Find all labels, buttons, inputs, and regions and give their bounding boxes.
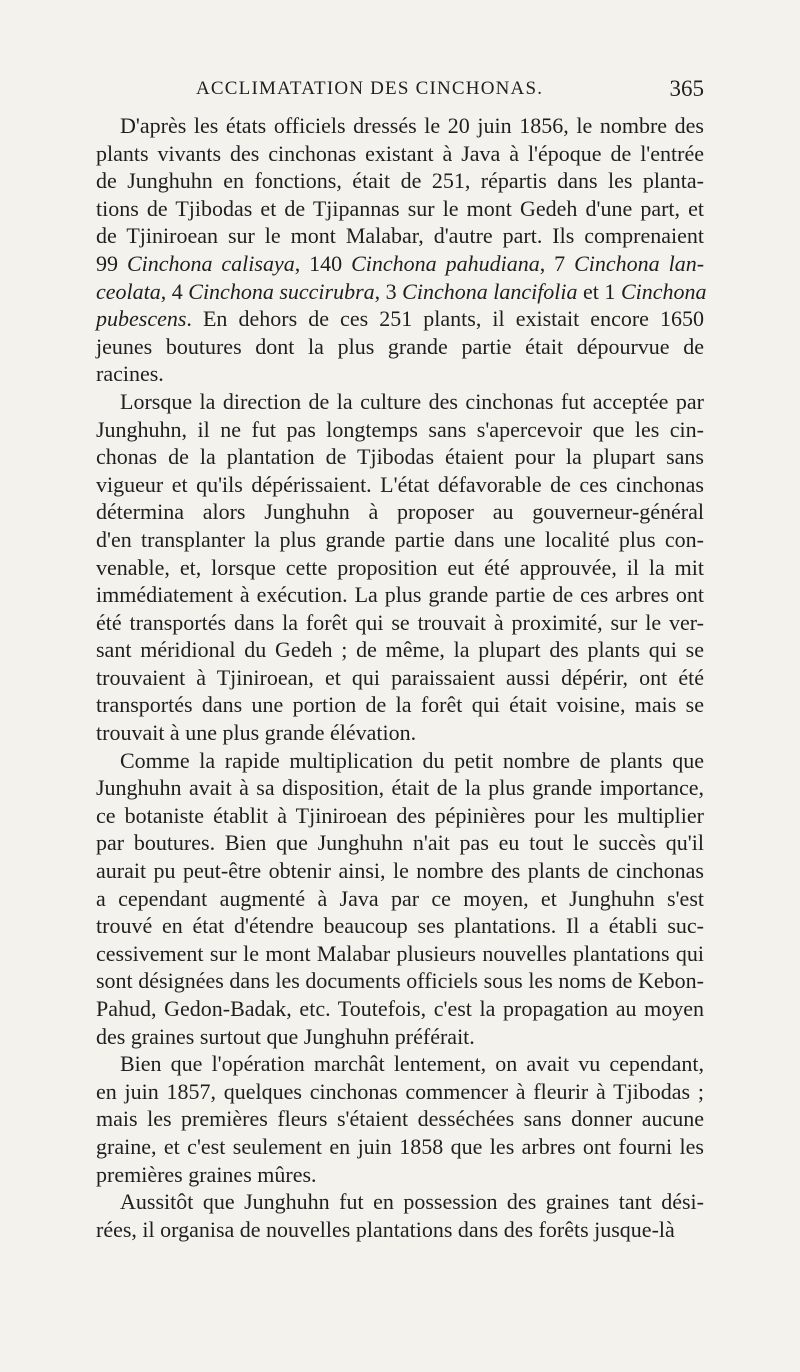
text-line: Comme la rapide multiplication du petit nombre de plants que xyxy=(120,747,704,773)
text-line: trouvé en état d'étendre beaucoup ses plantations. Il a établi suc- xyxy=(96,913,704,939)
text-line: rées, il organisa de nouvelles plantations dans des forêts jusque-là xyxy=(96,1216,675,1242)
paragraph xyxy=(96,388,704,747)
text-line: ceolata, 4 Cinchona succirubra, 3 Cinchona lancifolia et 1 Cinchona xyxy=(96,278,707,304)
text-line: 99 Cinchona calisaya, 140 Cinchona pahudiana, 7 Cinchona lan- xyxy=(96,250,705,276)
text-line: D'après les états officiels dressés le 20 juin 1856, le nombre des xyxy=(120,113,704,138)
text-line: en juin 1857, quelques cinchonas commencer à fleurir à Tjibodas ; xyxy=(96,1078,704,1104)
text-line: immédiatement à exécution. La plus grande partie de ces arbres ont xyxy=(96,582,704,608)
text-line: racines. xyxy=(96,361,164,387)
text-line: trouvait à une plus grande élévation. xyxy=(96,720,417,746)
text-line: trouvaient à Tjiniroean, et qui paraissaient aussi dépérir, ont été xyxy=(96,664,704,690)
text-line: mais les premières fleurs s'étaient desséchées sans donner aucune xyxy=(96,1106,704,1132)
text-line: par boutures. Bien que Junghuhn n'ait pas eu tout le succès qu'il xyxy=(96,830,704,856)
text-line: été transportés dans la forêt qui se trouvait à proximité, sur le ver- xyxy=(96,609,704,635)
text-line: sont désignées dans les documents officiels sous les noms de Kebon- xyxy=(96,968,704,994)
text-line: pubescens. En dehors de ces 251 plants, il existait encore 1650 xyxy=(96,306,704,332)
text-line: ce botaniste établit à Tjiniroean des pépinières pour les multiplier xyxy=(96,802,704,828)
paragraph xyxy=(96,112,707,388)
running-title: ACCLIMATATION DES CINCHONAS. xyxy=(196,78,544,99)
text-line: graine, et c'est seulement en juin 1858 que les arbres ont fourni les xyxy=(96,1133,704,1159)
text-line: Junghuhn avait à sa disposition, était de la plus grande importance, xyxy=(96,775,704,801)
page-number: 365 xyxy=(669,76,704,101)
text-line: jeunes boutures dont la plus grande partie était dépourvue de xyxy=(96,333,704,359)
paragraph xyxy=(96,1188,704,1243)
text-line: de Tjiniroean sur le mont Malabar, d'autre part. Ils comprenaient xyxy=(96,223,704,249)
text-line: a cependant augmenté à Java par ce moyen, et Junghuhn s'est xyxy=(96,885,704,911)
paragraph xyxy=(96,747,704,1051)
text-line: Aussitôt que Junghuhn fut en possession des graines tant dési- xyxy=(120,1189,704,1215)
text-line: aurait pu peut-être obtenir ainsi, le nombre des plants de cinchonas xyxy=(96,858,704,884)
text-line: tions de Tjibodas et de Tjipannas sur le mont Gedeh d'une part, et xyxy=(96,195,704,221)
text-line: de Junghuhn en fonctions, était de 251, répartis dans les planta- xyxy=(96,168,704,194)
text-line: transportés dans une portion de la forêt qui était voisine, mais se xyxy=(96,692,704,718)
paragraph xyxy=(96,1050,704,1188)
text-line: Junghuhn, il ne fut pas longtemps sans s'apercevoir que les cin- xyxy=(96,416,704,442)
page-header xyxy=(196,78,704,108)
text-line: cessivement sur le mont Malabar plusieurs nouvelles plantations qui xyxy=(96,940,704,966)
text-line: Bien que l'opération marchât lentement, on avait vu cependant, xyxy=(120,1051,704,1077)
text-line: plants vivants des cinchonas existant à Java à l'époque de l'entrée xyxy=(96,140,704,166)
text-line: détermina alors Junghuhn à proposer au gouverneur-général xyxy=(96,499,704,525)
text-line: sant méridional du Gedeh ; de même, la plupart des plants qui se xyxy=(96,637,704,663)
text-line: premières graines mûres. xyxy=(96,1161,317,1187)
text-line: chonas de la plantation de Tjibodas étaient pour la plupart sans xyxy=(96,444,704,470)
body-text xyxy=(96,112,707,1243)
text-line: des graines surtout que Junghuhn préférait. xyxy=(96,1023,475,1049)
text-line: Lorsque la direction de la culture des cinchonas fut acceptée par xyxy=(120,388,704,414)
text-line: Pahud, Gedon-Badak, etc. Toutefois, c'est la propagation au moyen xyxy=(96,996,704,1021)
text-line: vigueur et qu'ils dépérissaient. L'état défavorable de ces cinchonas xyxy=(96,471,704,497)
text-line: d'en transplanter la plus grande partie dans une localité plus con- xyxy=(96,526,704,552)
text-line: venable, et, lorsque cette proposition eut été approuvée, il la mit xyxy=(96,554,704,580)
